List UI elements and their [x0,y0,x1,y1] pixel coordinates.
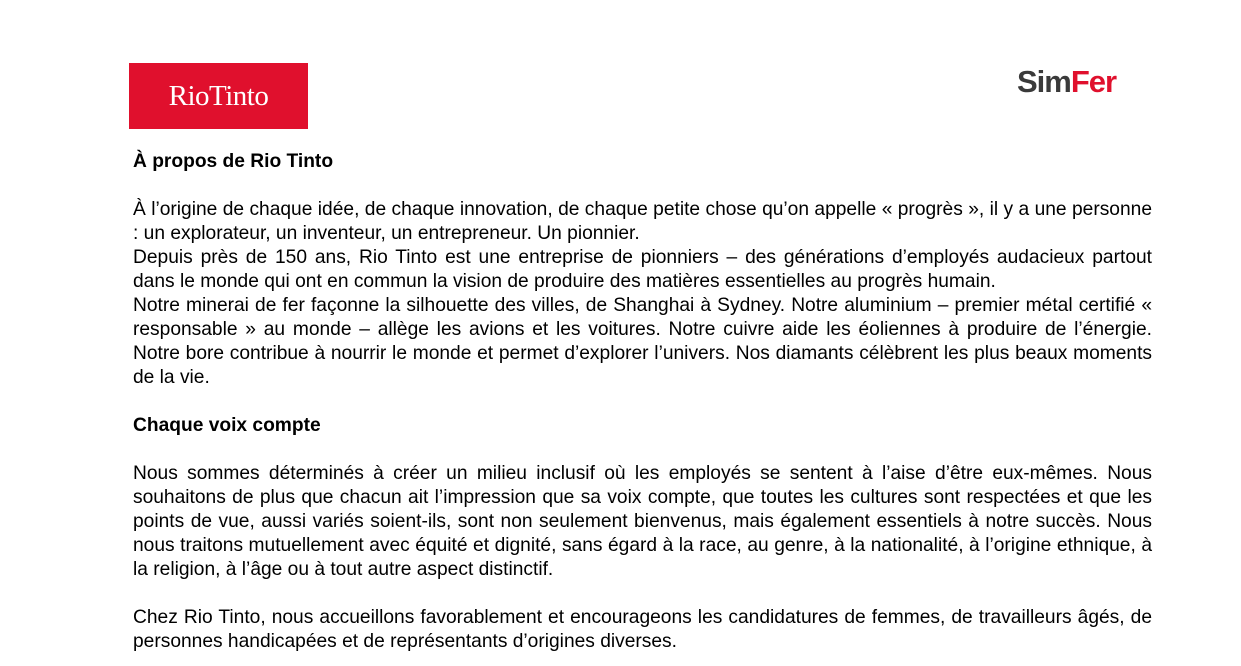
paragraph-inclusion: Nous sommes déterminés à créer un milieu inclusif où les employés se sentent à l’aise d’être eux-mêmes. Nous souhaitons de plus que chacun ait l’impression que sa voix compte, que toutes les cultures sont respectées et que les points de vue, aussi variés soient-ils, sont non seulement bienvenus, mais également essentiels à notre succès. Nous nous traitons mutuellement avec équité et dignité, sans égard à la race, au genre, à la nationalité, à l’origine ethnique, à la religion, à l’âge ou à tout autre aspect distinctif. [133,463,1152,580]
rio-tinto-logo-text: RioTinto [168,79,269,112]
simfer-logo-part2: Fer [1070,64,1117,99]
paragraph-candidates: Chez Rio Tinto, nous accueillons favorablement et encourageons les candidatures de femmes, de travailleurs âgés, de personnes handicapées et de représentants d’origines diverses. [133,607,1152,652]
section-heading-about: À propos de Rio Tinto [133,151,334,172]
section-heading-voice: Chaque voix compte [133,415,321,436]
paragraph-intro: À l’origine de chaque idée, de chaque innovation, de chaque petite chose qu’on appelle « progrès », il y a une personne : un explorateur, un inventeur, un entrepreneur. Un pionnier. [133,199,1152,244]
paragraph-products: Notre minerai de fer façonne la silhouette des villes, de Shanghai à Sydney. Notre aluminium – premier métal certifié « responsable » au monde – allège les avions et les voitures. Notre cuivre aide les éoliennes à produire de l’énergie. Notre bore contribue à nourrir le monde et permet d’explorer l’univers. Nos diamants célèbrent les plus beaux moments de la vie. [133,295,1152,388]
simfer-logo [1017,63,1116,101]
document-body [133,150,1152,654]
paragraph-history: Depuis près de 150 ans, Rio Tinto est une entreprise de pionniers – des générations d’employés audacieux partout dans le monde qui ont en commun la vision de produire des matières essentielles au progrès humain. [133,247,1152,292]
simfer-logo-part1: Sim [1017,64,1071,99]
rio-tinto-logo [129,63,308,129]
